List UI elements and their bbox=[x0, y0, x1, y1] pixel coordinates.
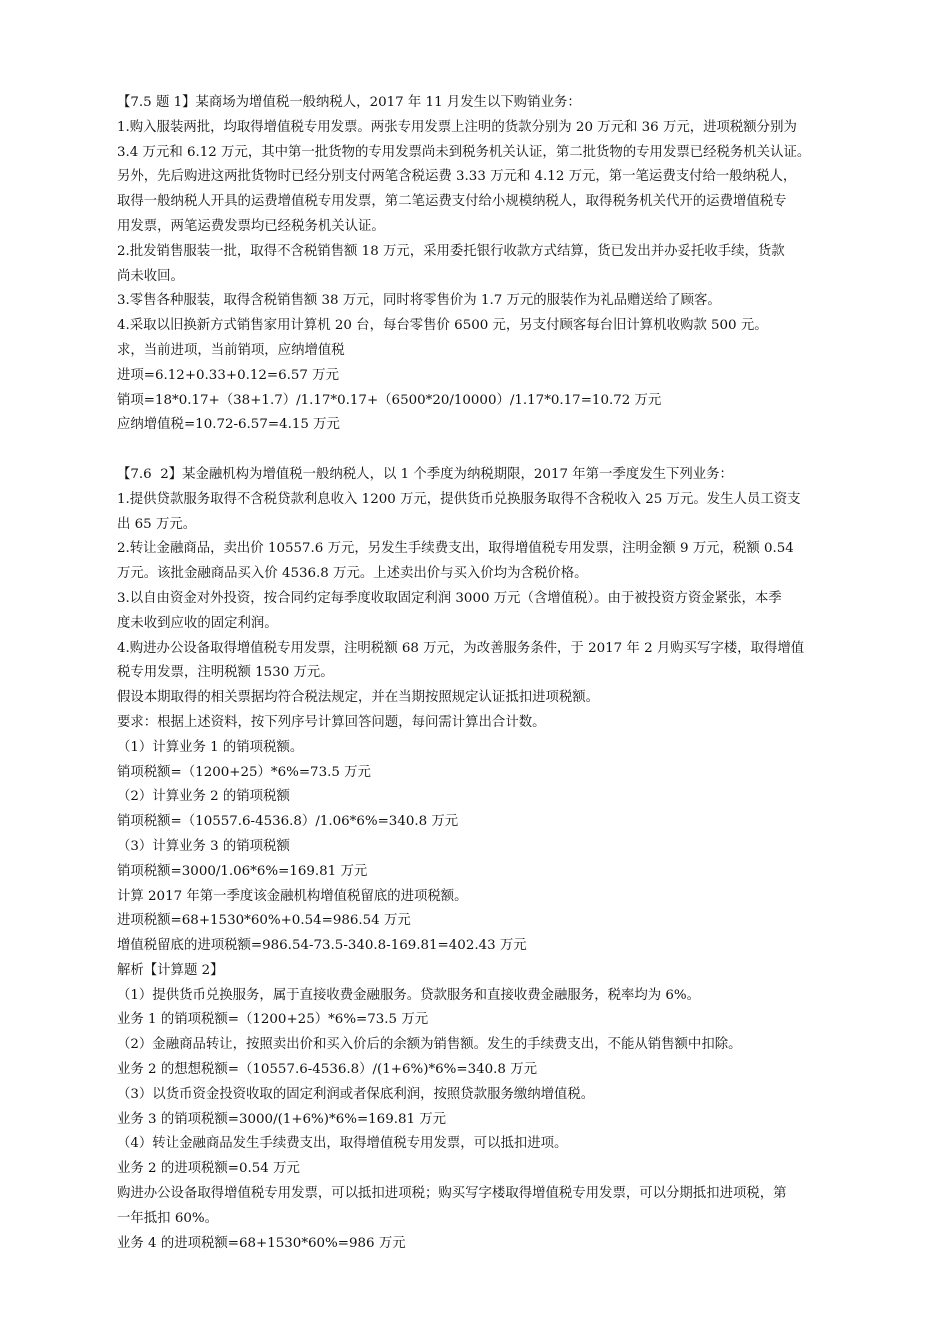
text-line: 业务 3 的销项税额=3000/(1+6%)*6%=169.81 万元 bbox=[117, 1111, 447, 1127]
text-line: 业务 4 的进项税额=68+1530*60%=986 万元 bbox=[117, 1235, 406, 1251]
text-line: 【7.5 题 1】某商场为增值税一般纳税人，2017 年 11 月发生以下购销业务： bbox=[117, 95, 581, 110]
text-line: 应纳增值税=10.72-6.57=4.15 万元 bbox=[117, 417, 340, 433]
text-line: 业务 1 的销项税额=（1200+25）*6%=73.5 万元 bbox=[117, 1012, 429, 1028]
text-line: 尚未收回。 bbox=[117, 268, 184, 284]
text-line: 假设本期取得的相关票据均符合税法规定，并在当期按照规定认证抵扣进项税额。 bbox=[117, 690, 600, 706]
document-page bbox=[117, 91, 839, 1256]
text-line: 3.以自由资金对外投资，按合同约定每季度收取固定利润 3000 万元（含增值税）。由于被投资方资金紧张，本季 bbox=[117, 590, 782, 606]
text-line: 计算 2017 年第一季度该金融机构增值税留底的进项税额。 bbox=[117, 888, 468, 904]
text-line: 业务 2 的想想税额=（10557.6-4536.8）/(1+6%)*6%=340.8 万元 bbox=[117, 1062, 537, 1078]
text-line: （1）计算业务 1 的销项税额。 bbox=[117, 739, 304, 755]
text-line: （3）以货币资金投资收取的固定利润或者保底利润，按照贷款服务缴纳增值税。 bbox=[117, 1086, 595, 1102]
text-line: 销项税额=3000/1.06*6%=169.81 万元 bbox=[117, 863, 368, 879]
text-line: 税专用发票，注明税额 1530 万元。 bbox=[117, 665, 334, 681]
text-line: （1）提供货币兑换服务，属于直接收费金融服务。贷款服务和直接收费金融服务，税率均为 6%。 bbox=[117, 987, 701, 1003]
text-line: 万元。该批金融商品买入价 4536.8 万元。上述卖出价与买入价均为含税价格。 bbox=[117, 566, 588, 582]
text-line: 另外，先后购进这两批货物时已经分别支付两笔含税运费 3.33 万元和 4.12 万元，第一笔运费支付给一般纳税人， bbox=[117, 169, 797, 185]
text-line: 4.购进办公设备取得增值税专用发票，注明税额 68 万元，为改善服务条件，于 2017 年 2 月购买写字楼，取得增值 bbox=[117, 640, 805, 656]
text-line: 用发票，两笔运费发票均已经税务机关认证。 bbox=[117, 218, 385, 234]
section-gap bbox=[117, 438, 839, 463]
text-line: 取得一般纳税人开具的运费增值税专用发票，第二笔运费支付给小规模纳税人，取得税务机关代开的运费增值税专 bbox=[117, 194, 787, 210]
text-line: （2）金融商品转让，按照卖出价和买入价后的余额为销售额。发生的手续费支出，不能从销售额中扣除。 bbox=[117, 1037, 742, 1053]
text-line: 销项税额=（10557.6-4536.8）/1.06*6%=340.8 万元 bbox=[117, 814, 459, 830]
text-line: （4）转让金融商品发生手续费支出，取得增值税专用发票，可以抵扣进项。 bbox=[117, 1136, 568, 1152]
text-line: 解析【计算题 2】 bbox=[117, 962, 224, 978]
text-line: 求，当前进项，当前销项，应纳增值税 bbox=[117, 342, 345, 358]
text-line: 2.转让金融商品，卖出价 10557.6 万元，另发生手续费支出，取得增值税专用发票，注明金额 9 万元，税额 0.54 bbox=[117, 541, 794, 557]
text-line: 【7.6 2】某金融机构为增值税一般纳税人，以 1 个季度为纳税期限，2017 年第一季度发生下列业务： bbox=[117, 466, 733, 482]
text-line: （2）计算业务 2 的销项税额 bbox=[117, 789, 290, 805]
text-line: 销项=18*0.17+（38+1.7）/1.17*0.17+（6500*20/10000）/1.17*0.17=10.72 万元 bbox=[117, 392, 662, 408]
text-line: 4.采取以旧换新方式销售家用计算机 20 台，每台零售价 6500 元，另支付顾客每台旧计算机收购款 500 元。 bbox=[117, 318, 768, 334]
text-line: 进项税额=68+1530*60%+0.54=986.54 万元 bbox=[117, 913, 411, 929]
text-line: 要求：根据上述资料，按下列序号计算回答问题，每问需计算出合计数。 bbox=[117, 714, 546, 730]
text-line: 业务 2 的进项税额=0.54 万元 bbox=[117, 1161, 300, 1177]
text-line: 3.4 万元和 6.12 万元，其中第一批货物的专用发票尚未到税务机关认证，第二批货物的专用发票已经税务机关认证。 bbox=[117, 144, 811, 160]
text-line: 购进办公设备取得增值税专用发票，可以抵扣进项税；购买写字楼取得增值税专用发票，可以分期抵扣进项税，第 bbox=[117, 1186, 787, 1202]
text-line: 3.零售各种服装，取得含税销售额 38 万元，同时将零售价为 1.7 万元的服装作为礼品赠送给了顾客。 bbox=[117, 293, 721, 309]
text-line: 1.购入服装两批，均取得增值税专用发票。两张专用发票上注明的货款分别为 20 万元和 36 万元，进项税额分别为 bbox=[117, 119, 797, 135]
text-line: 进项=6.12+0.33+0.12=6.57 万元 bbox=[117, 367, 339, 383]
question-7-5-block bbox=[117, 91, 839, 438]
text-line: 2.批发销售服装一批，取得不含税销售额 18 万元，采用委托银行收款方式结算，货已发出并办妥托收手续，货款 bbox=[117, 243, 785, 259]
question-7-6-block bbox=[117, 463, 839, 1257]
text-line: 增值税留底的进项税额=986.54-73.5-340.8-169.81=402.43 万元 bbox=[117, 938, 527, 954]
text-line: 销项税额=（1200+25）*6%=73.5 万元 bbox=[117, 764, 371, 780]
text-line: 1.提供贷款服务取得不含税贷款利息收入 1200 万元，提供货币兑换服务取得不含税收入 25 万元。发生人员工资支 bbox=[117, 491, 801, 507]
text-line: 一年抵扣 60%。 bbox=[117, 1210, 218, 1226]
text-line: 出 65 万元。 bbox=[117, 516, 197, 532]
text-line: （3）计算业务 3 的销项税额 bbox=[117, 838, 290, 854]
text-line: 度未收到应收的固定利润。 bbox=[117, 615, 278, 631]
